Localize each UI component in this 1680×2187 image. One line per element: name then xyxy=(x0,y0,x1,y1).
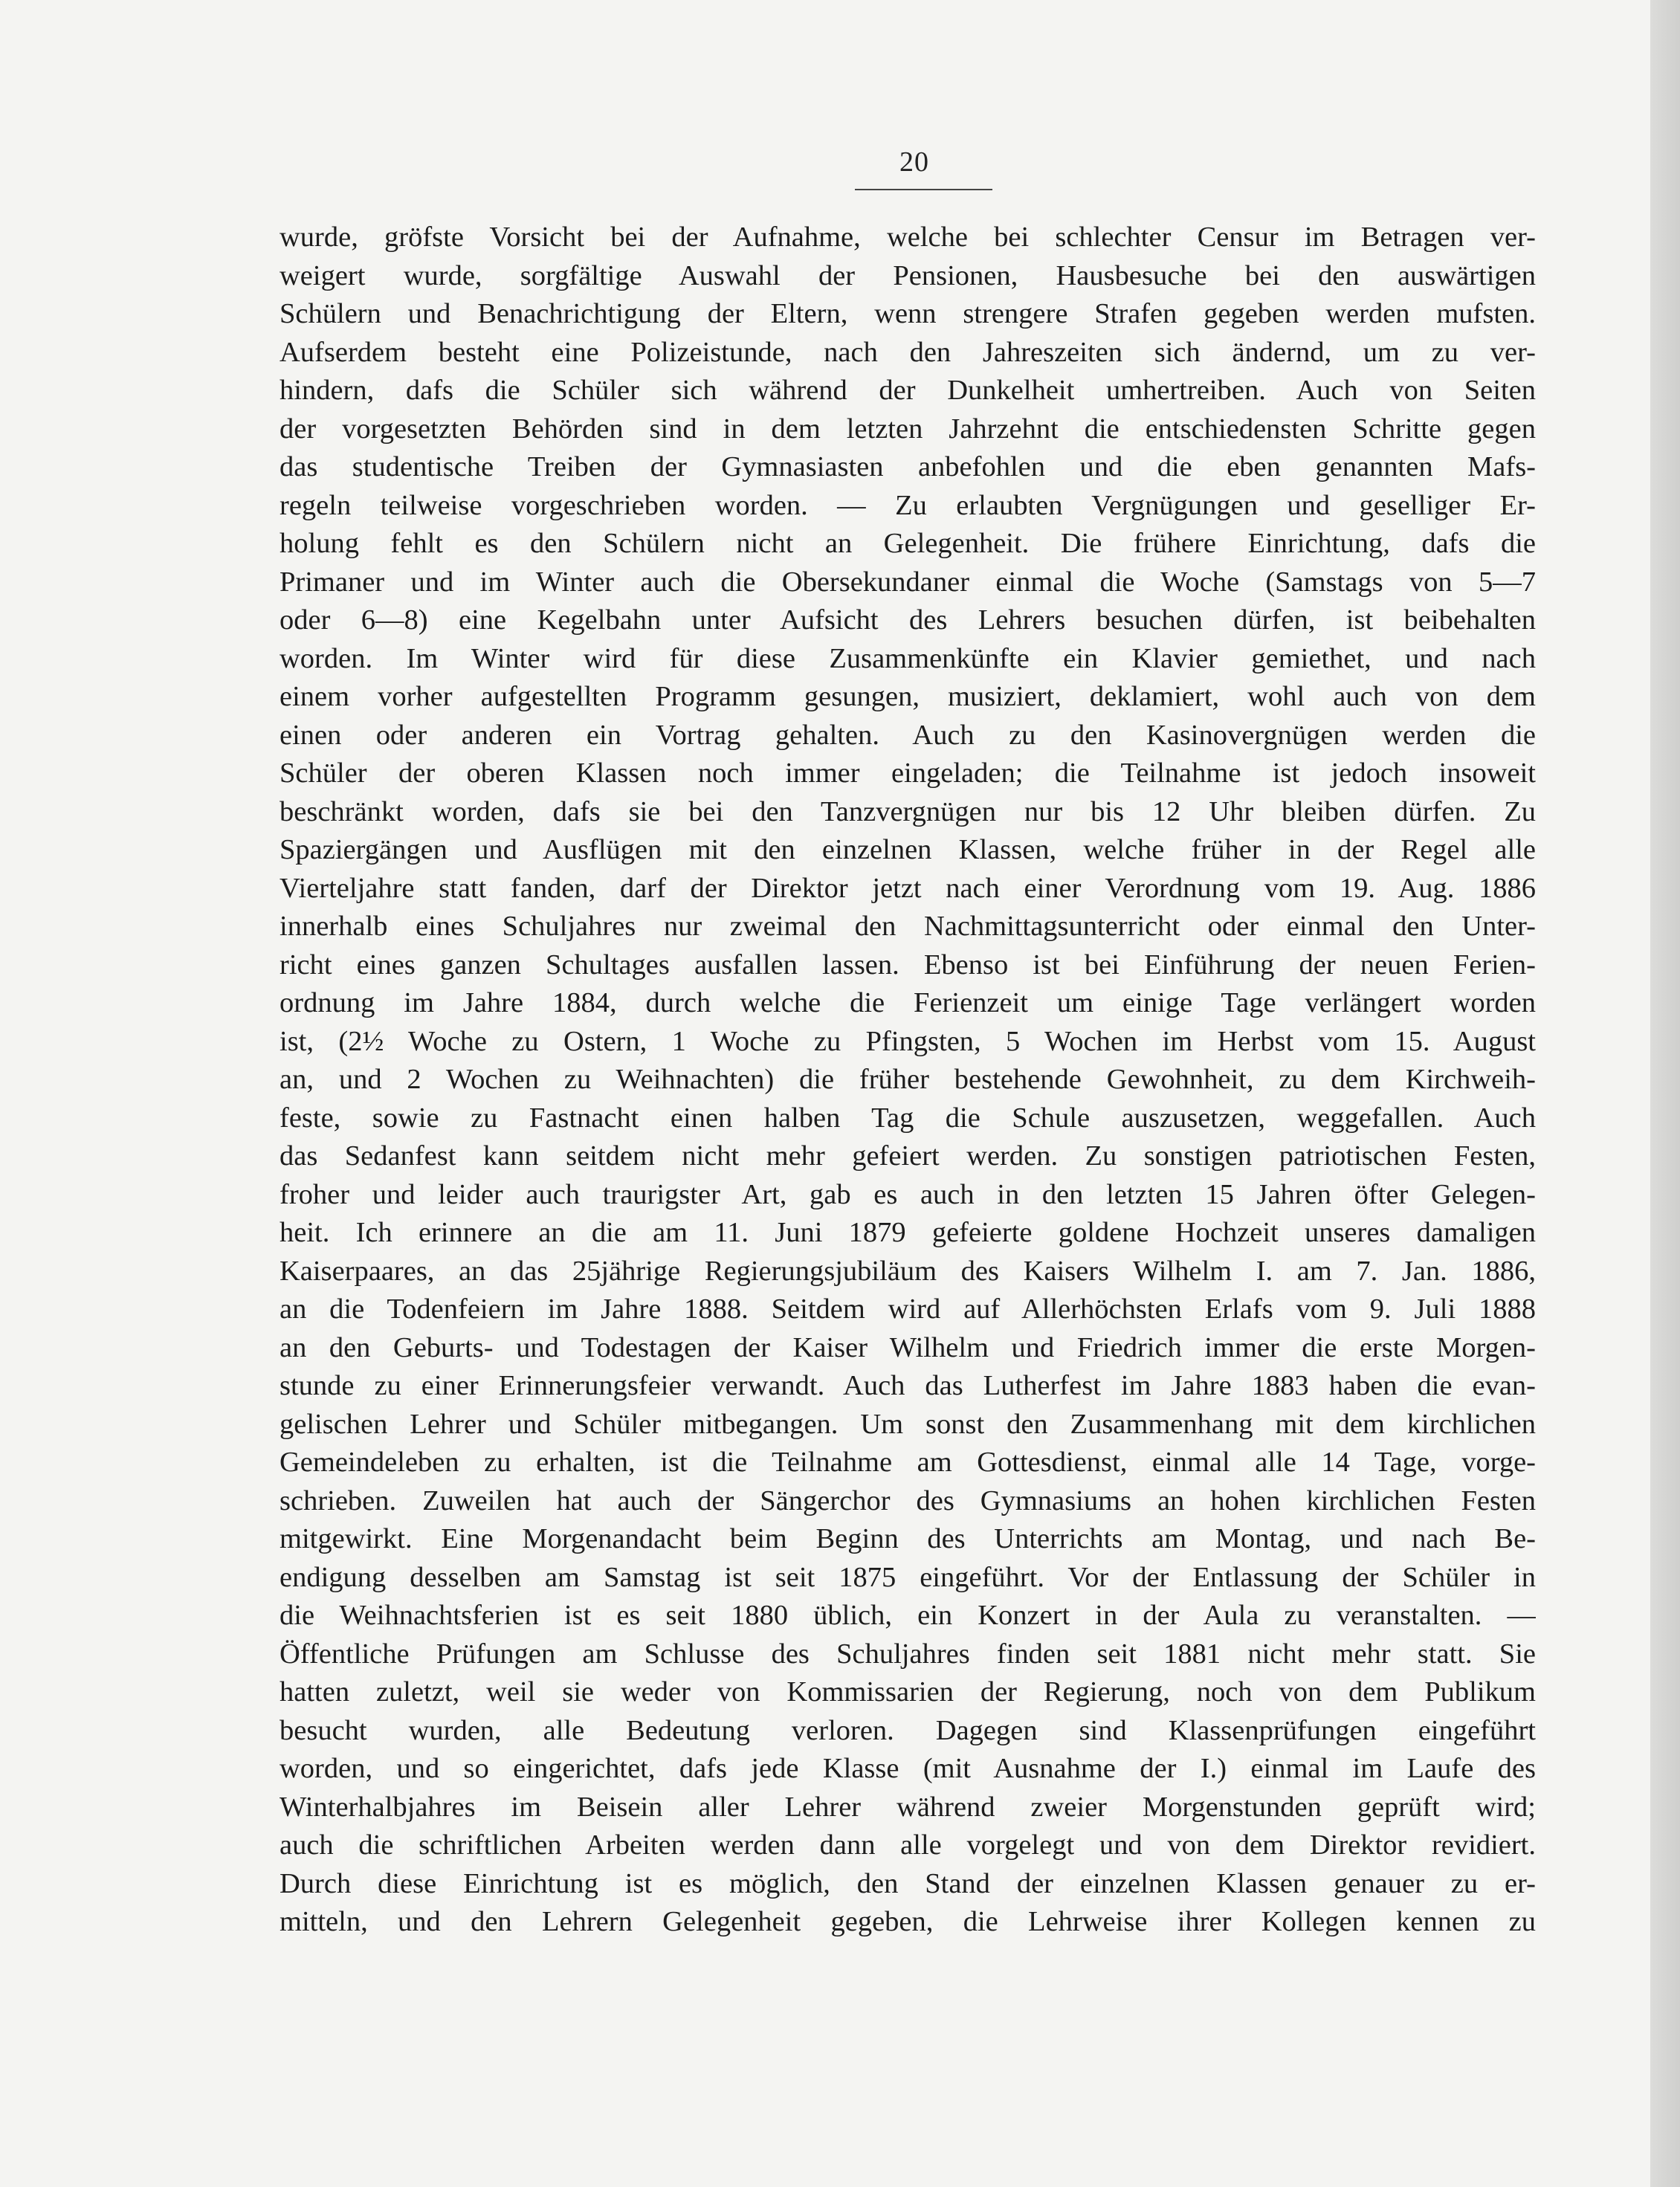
text-line: froher und leider auch traurigster Art, gab es auch in den letzten 15 Jahren öfter Gelegen- xyxy=(280,1178,1536,1210)
text-line: auch die schriftlichen Arbeiten werden dann alle vorgelegt und von dem Direktor revidiert. xyxy=(280,1829,1536,1861)
text-line: der vorgesetzten Behörden sind in dem letzten Jahrzehnt die entschiedensten Schritte gegen xyxy=(280,413,1536,445)
text-line: heit. Ich erinnere an die am 11. Juni 1879 gefeierte goldene Hochzeit unseres damaligen xyxy=(280,1217,1536,1248)
text-line: Schüler der oberen Klassen noch immer eingeladen; die Teilnahme ist jedoch insoweit xyxy=(280,757,1536,789)
text-line: einen oder anderen ein Vortrag gehalten. Auch zu den Kasinovergnügen werden die xyxy=(280,719,1536,751)
text-line: mitgewirkt. Eine Morgenandacht beim Beginn des Unterrichts am Montag, und nach Be- xyxy=(280,1523,1536,1554)
text-line: ordnung im Jahre 1884, durch welche die Ferienzeit um einige Tage verlängert worden xyxy=(280,987,1536,1018)
text-line: an, und 2 Wochen zu Weihnachten) die früher bestehende Gewohnheit, zu dem Kirchweih- xyxy=(280,1064,1536,1095)
text-line: Schülern und Benachrichtigung der Eltern, wenn strengere Strafen gegeben werden mufsten. xyxy=(280,298,1536,329)
text-line: einem vorher aufgestellten Programm gesungen, musiziert, deklamiert, wohl auch von dem xyxy=(280,681,1536,712)
text-line: Kaiserpaares, an das 25jährige Regierungsjubiläum des Kaisers Wilhelm I. am 7. Jan. 1886, xyxy=(280,1255,1536,1287)
text-line: feste, sowie zu Fastnacht einen halben Tag die Schule auszusetzen, weggefallen. Auch xyxy=(280,1102,1536,1134)
text-line: stunde zu einer Erinnerungsfeier verwandt. Auch das Lutherfest im Jahre 1883 haben die evan- xyxy=(280,1370,1536,1401)
text-line: an den Geburts- und Todestagen der Kaiser Wilhelm und Friedrich immer die erste Morgen- xyxy=(280,1331,1536,1363)
text-line: das studentische Treiben der Gymnasiasten anbefohlen und die eben genannten Mafs- xyxy=(280,451,1536,482)
text-line: hatten zuletzt, weil sie weder von Kommissarien der Regierung, noch von dem Publikum xyxy=(280,1676,1536,1708)
text-line: worden, und so eingerichtet, dafs jede Klasse (mit Ausnahme der I.) einmal im Laufe des xyxy=(280,1753,1536,1784)
page-edge-shadow xyxy=(1650,0,1680,2187)
text-line: endigung desselben am Samstag ist seit 1875 eingeführt. Vor der Entlassung der Schüler in xyxy=(280,1561,1536,1593)
text-line: innerhalb eines Schuljahres nur zweimal den Nachmittagsunterricht oder einmal den Unter- xyxy=(280,911,1536,942)
text-line: weigert wurde, sorgfältige Auswahl der Pensionen, Hausbesuche bei den auswärtigen xyxy=(280,259,1536,291)
text-line: oder 6—8) eine Kegelbahn unter Aufsicht des Lehrers besuchen dürfen, ist beibehalten xyxy=(280,604,1536,636)
text-line: Aufserdem besteht eine Polizeistunde, nach den Jahreszeiten sich ändernd, um zu ver- xyxy=(280,336,1536,368)
text-line: worden. Im Winter wird für diese Zusammenkünfte ein Klavier gemiethet, und nach xyxy=(280,642,1536,674)
text-line: wurde, gröfste Vorsicht bei der Aufnahme, welche bei schlechter Censur im Betragen ver- xyxy=(280,222,1536,253)
text-line: schrieben. Zuweilen hat auch der Sängerchor des Gymnasiums an hohen kirchlichen Festen xyxy=(280,1485,1536,1516)
text-line: gelischen Lehrer und Schüler mitbegangen. Um sonst den Zusammenhang mit dem kirchlichen xyxy=(280,1408,1536,1440)
text-line: besucht wurden, alle Bedeutung verloren. Dagegen sind Klassenprüfungen eingeführt xyxy=(280,1714,1536,1746)
text-line: Durch diese Einrichtung ist es möglich, den Stand der einzelnen Klassen genauer zu er- xyxy=(280,1867,1536,1899)
text-line: die Weihnachtsferien ist es seit 1880 üblich, ein Konzert in der Aula zu veranstalten. — xyxy=(280,1600,1536,1631)
text-line: Gemeindeleben zu erhalten, ist die Teilnahme am Gottesdienst, einmal alle 14 Tage, vorge- xyxy=(280,1447,1536,1478)
text-line: holung fehlt es den Schülern nicht an Gelegenheit. Die frühere Einrichtung, dafs die xyxy=(280,528,1536,559)
text-line: das Sedanfest kann seitdem nicht mehr gefeiert werden. Zu sonstigen patriotischen Festen, xyxy=(280,1140,1536,1172)
text-line: Primaner und im Winter auch die Obersekundaner einmal die Woche (Samstags von 5—7 xyxy=(280,566,1536,598)
text-line: Spaziergängen und Ausflügen mit den einzelnen Klassen, welche früher in der Regel alle xyxy=(280,834,1536,865)
body-text xyxy=(280,219,1536,1942)
text-line: regeln teilweise vorgeschrieben worden. — Zu erlaubten Vergnügungen und geselliger Er- xyxy=(280,489,1536,521)
text-line: mitteln, und den Lehrern Gelegenheit gegeben, die Lehrweise ihrer Kollegen kennen zu xyxy=(280,1906,1536,1937)
header-rule xyxy=(855,189,992,190)
page-number: 20 xyxy=(899,146,929,178)
text-line: Öffentliche Prüfungen am Schlusse des Schuljahres finden seit 1881 nicht mehr statt. Sie xyxy=(280,1638,1536,1670)
text-line: hindern, dafs die Schüler sich während der Dunkelheit umhertreiben. Auch von Seiten xyxy=(280,375,1536,406)
text-line: beschränkt worden, dafs sie bei den Tanzvergnügen nur bis 12 Uhr bleiben dürfen. Zu xyxy=(280,795,1536,827)
text-line: an die Todenfeiern im Jahre 1888. Seitdem wird auf Allerhöchsten Erlafs vom 9. Juli 1888 xyxy=(280,1293,1536,1325)
text-line: Winterhalbjahres im Beisein aller Lehrer während zweier Morgenstunden geprüft wird; xyxy=(280,1791,1536,1823)
text-line: ist, (2½ Woche zu Ostern, 1 Woche zu Pfingsten, 5 Wochen im Herbst vom 15. August xyxy=(280,1025,1536,1057)
text-line: Vierteljahre statt fanden, darf der Direktor jetzt nach einer Verordnung vom 19. Aug. 1886 xyxy=(280,872,1536,904)
text-line: richt eines ganzen Schultages ausfallen lassen. Ebenso ist bei Einführung der neuen Ferien- xyxy=(280,949,1536,981)
